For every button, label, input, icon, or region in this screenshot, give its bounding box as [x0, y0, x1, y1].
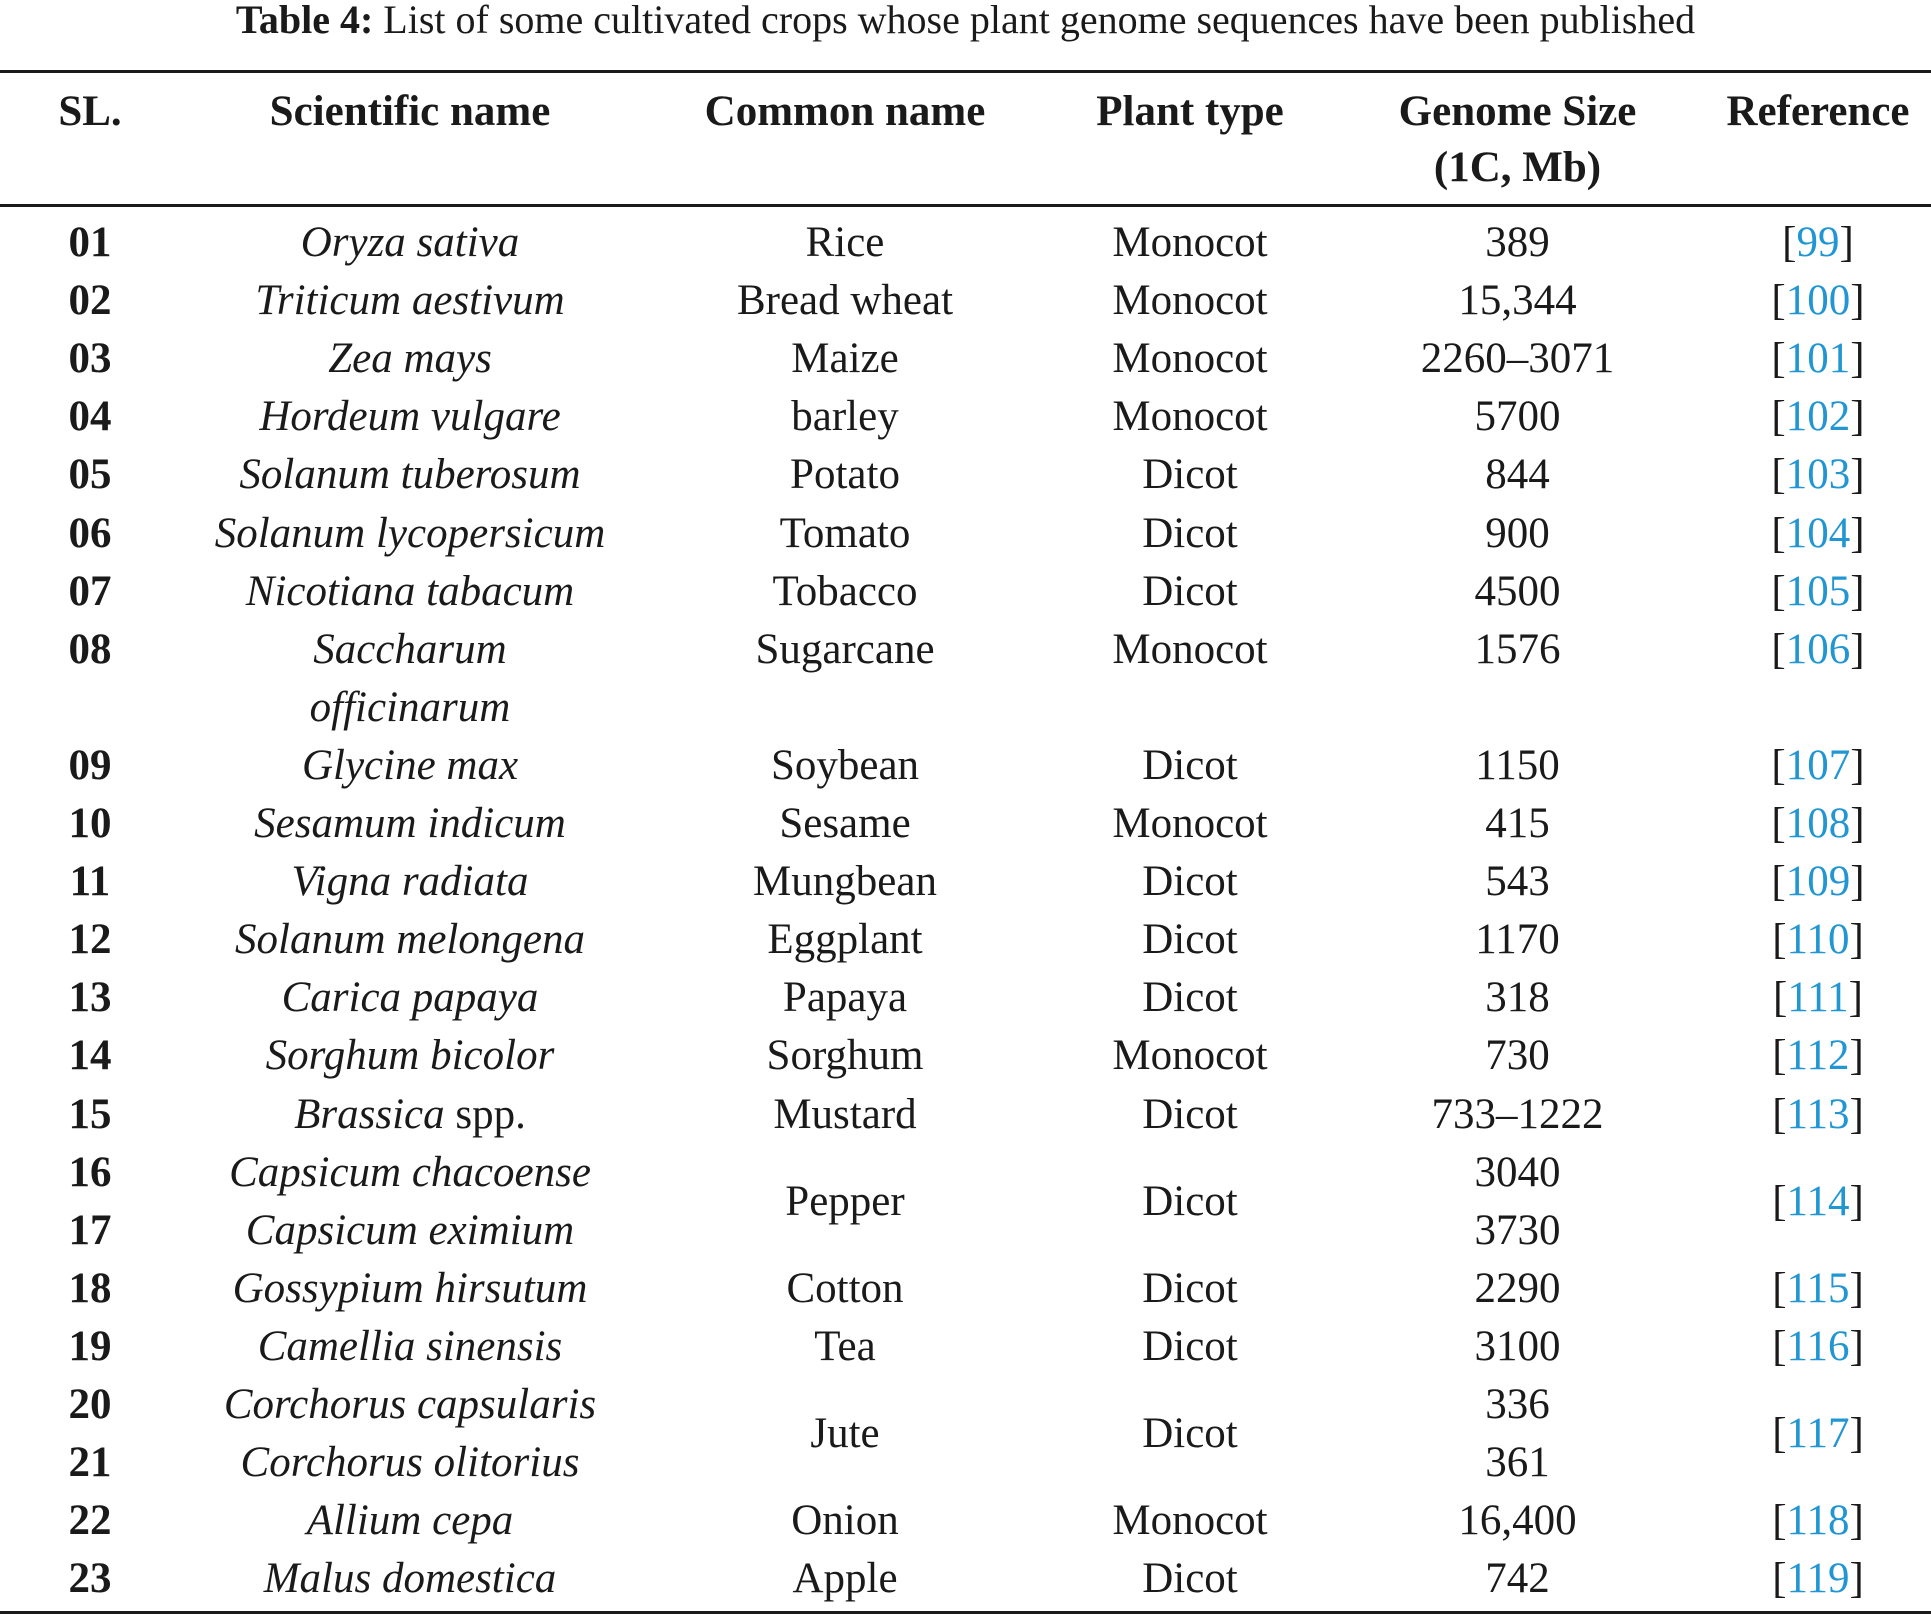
- reference-link[interactable]: 113: [1786, 1090, 1850, 1138]
- scientific-name-text: Zea mays: [328, 335, 492, 383]
- serial-number: 02: [68, 277, 112, 325]
- reference-link[interactable]: 115: [1786, 1264, 1850, 1312]
- serial-number: 14: [68, 1032, 112, 1080]
- common-name: barley: [791, 393, 899, 441]
- serial-number: 19: [68, 1322, 112, 1370]
- scientific-name-text: Solanum tuberosum: [239, 451, 581, 499]
- serial-number: 12: [68, 916, 112, 964]
- serial-number: 04: [68, 393, 112, 441]
- reference-link[interactable]: 109: [1785, 858, 1851, 906]
- genome-size: 1150: [1475, 741, 1560, 789]
- scientific-name: [180, 1260, 640, 1318]
- scientific-name-text: Allium cepa: [306, 1497, 514, 1545]
- plant-type: Dicot: [1142, 741, 1238, 789]
- reference-cell: [1705, 1318, 1931, 1376]
- reference-bracket-close: ]: [1849, 1032, 1864, 1080]
- reference-bracket-close: ]: [1849, 1410, 1864, 1457]
- reference-bracket-open: [: [1771, 858, 1786, 906]
- plant-type: Monocot: [1112, 219, 1268, 266]
- scientific-name-text: Malus domestica: [263, 1555, 557, 1603]
- reference-link[interactable]: 104: [1785, 509, 1851, 557]
- serial-number: 20: [68, 1381, 112, 1428]
- scientific-name: [180, 272, 640, 330]
- serial-number: 21: [68, 1439, 112, 1487]
- plant-type-merged: Dicot: [1142, 1177, 1238, 1225]
- common-name-merged: Jute: [810, 1410, 880, 1457]
- plant-type: Monocot: [1112, 1032, 1268, 1080]
- reference-bracket-open: [: [1772, 1555, 1787, 1603]
- serial-number: 15: [68, 1090, 112, 1138]
- genome-size: 2290: [1474, 1264, 1561, 1312]
- scientific-name: [180, 1144, 640, 1202]
- genome-size: 1170: [1475, 916, 1560, 964]
- header-reference: Reference: [1726, 88, 1910, 135]
- common-name: Tomato: [779, 509, 911, 557]
- reference-bracket-open: [: [1771, 509, 1786, 557]
- reference-link[interactable]: 111: [1787, 974, 1849, 1022]
- header-scientific-name: Scientific name: [269, 88, 551, 135]
- reference-bracket-close: ]: [1849, 1497, 1864, 1545]
- plant-type: Dicot: [1142, 567, 1238, 615]
- reference-bracket-close: ]: [1850, 335, 1865, 383]
- genome-size: 361: [1485, 1439, 1550, 1487]
- reference-link[interactable]: 110: [1786, 916, 1850, 964]
- reference-bracket-open: [: [1771, 335, 1786, 383]
- scientific-name-text: Capsicum eximium: [245, 1206, 575, 1254]
- serial-number: 11: [69, 858, 111, 906]
- genome-size: 3730: [1474, 1206, 1561, 1254]
- scientific-name: [180, 911, 640, 969]
- serial-number: 08: [68, 625, 112, 673]
- reference-bracket-open: [: [1771, 277, 1786, 325]
- scientific-name-text: Corchorus olitorius: [240, 1439, 580, 1487]
- plant-type: Dicot: [1142, 1264, 1238, 1312]
- common-name: Potato: [790, 451, 900, 499]
- reference-link[interactable]: 102: [1785, 393, 1851, 441]
- reference-bracket-close: ]: [1850, 800, 1865, 847]
- plant-type: Dicot: [1142, 858, 1238, 906]
- genome-size: 336: [1485, 1381, 1550, 1428]
- scientific-name-text: Saccharum: [313, 625, 507, 673]
- header-genome-line1: Genome Size: [1398, 88, 1637, 135]
- header-rule: [0, 204, 1931, 207]
- common-name: Onion: [791, 1497, 899, 1545]
- plant-type: Dicot: [1142, 1322, 1238, 1370]
- genome-size: 4500: [1474, 567, 1561, 615]
- plant-type: Dicot: [1142, 1555, 1238, 1603]
- plant-type: Monocot: [1112, 800, 1268, 847]
- common-name: Papaya: [782, 974, 908, 1022]
- reference-bracket-open: [: [1772, 1177, 1787, 1225]
- reference-cell: [1705, 1027, 1931, 1085]
- common-name: Bread wheat: [736, 277, 954, 325]
- scientific-name: [180, 969, 640, 1027]
- reference-link[interactable]: 117: [1786, 1410, 1850, 1457]
- common-name: Tobacco: [772, 567, 918, 615]
- reference-cell: [1705, 795, 1931, 853]
- scientific-name-text: Glycine max: [301, 741, 519, 789]
- scientific-name: [180, 446, 640, 504]
- genome-size: 3100: [1474, 1322, 1561, 1370]
- serial-number: 03: [68, 335, 112, 383]
- common-name: Sorghum: [766, 1032, 924, 1080]
- scientific-name: [180, 388, 640, 446]
- scientific-name-text: Brassica: [294, 1090, 445, 1138]
- genome-size: 3040: [1474, 1148, 1561, 1196]
- reference-bracket-close: ]: [1839, 219, 1854, 266]
- serial-number: 10: [68, 800, 112, 847]
- reference-bracket-close: ]: [1849, 1090, 1864, 1138]
- common-name: Sugarcane: [755, 625, 935, 673]
- scientific-name: [180, 1027, 640, 1085]
- scientific-name: [180, 1434, 640, 1492]
- scientific-name: [180, 1202, 640, 1260]
- genome-size: 415: [1485, 800, 1550, 847]
- reference-bracket-close: ]: [1850, 741, 1865, 789]
- serial-number: 06: [68, 509, 112, 557]
- reference-bracket-close: ]: [1850, 393, 1865, 441]
- scientific-name-text: Nicotiana tabacum: [245, 567, 575, 615]
- reference-bracket-close: ]: [1849, 1264, 1864, 1312]
- reference-cell: [1705, 446, 1931, 504]
- genome-size: 16,400: [1458, 1497, 1577, 1545]
- genome-size: 5700: [1474, 393, 1561, 441]
- reference-cell: [1705, 1492, 1931, 1550]
- caption-text: List of some cultivated crops whose plant genome sequences have been published: [383, 0, 1696, 42]
- serial-number: 16: [68, 1148, 112, 1196]
- reference-bracket-open: [: [1771, 567, 1786, 615]
- reference-bracket-close: ]: [1849, 916, 1864, 964]
- plant-type: Dicot: [1142, 1090, 1238, 1138]
- scientific-name-text: Corchorus capsularis: [223, 1381, 597, 1428]
- reference-cell: [1705, 853, 1931, 911]
- reference-bracket-open: [: [1772, 1497, 1787, 1545]
- plant-type: Monocot: [1112, 335, 1268, 383]
- reference-bracket-open: [: [1772, 916, 1787, 964]
- reference-cell: [1705, 563, 1931, 621]
- top-rule: [0, 70, 1931, 73]
- scientific-name: [180, 737, 640, 795]
- reference-bracket-open: [: [1772, 1322, 1787, 1370]
- reference-bracket-open: [: [1771, 800, 1786, 847]
- genome-size: 844: [1485, 451, 1550, 499]
- reference-bracket-open: [: [1782, 219, 1797, 266]
- scientific-name: [180, 214, 640, 272]
- reference-cell: [1705, 621, 1931, 679]
- header-genome-size: [1330, 84, 1705, 196]
- plant-type: Monocot: [1112, 277, 1268, 325]
- reference-link[interactable]: 116: [1786, 1322, 1850, 1370]
- reference-cell: [1705, 505, 1931, 563]
- genome-size: 742: [1485, 1555, 1550, 1603]
- genome-size: 900: [1485, 509, 1550, 557]
- genome-size: 318: [1485, 974, 1550, 1022]
- scientific-name-text: Solanum melongena: [235, 916, 585, 964]
- common-name: Rice: [805, 219, 885, 266]
- scientific-name-text: officinarum: [309, 683, 511, 731]
- scientific-name-text: Capsicum chacoense: [229, 1148, 591, 1196]
- reference-bracket-close: ]: [1850, 451, 1865, 499]
- reference-bracket-open: [: [1772, 1410, 1787, 1457]
- reference-link[interactable]: 108: [1785, 800, 1851, 847]
- scientific-name: [180, 795, 640, 853]
- plant-type-merged: Dicot: [1142, 1410, 1238, 1457]
- reference-link[interactable]: 99: [1796, 219, 1840, 266]
- common-name: Mungbean: [753, 858, 937, 906]
- scientific-name: [180, 330, 640, 388]
- serial-number: 18: [68, 1264, 112, 1312]
- serial-number: 17: [68, 1206, 112, 1254]
- serial-number: 05: [68, 451, 112, 499]
- reference-cell: [1705, 1550, 1931, 1608]
- genome-size: 2260–3071: [1420, 335, 1615, 383]
- common-name-merged: Pepper: [785, 1177, 905, 1225]
- scientific-name-text: Oryza sativa: [300, 219, 520, 266]
- reference-link[interactable]: 100: [1785, 277, 1851, 325]
- scientific-name: [180, 853, 640, 911]
- header-common-name: Common name: [704, 88, 986, 135]
- serial-number: 13: [68, 974, 112, 1022]
- scientific-name-text: Hordeum vulgare: [259, 393, 561, 441]
- scientific-name-text: Sesamum indicum: [254, 800, 566, 847]
- reference-cell: [1705, 272, 1931, 330]
- common-name: Apple: [792, 1555, 898, 1603]
- common-name: Tea: [814, 1322, 876, 1370]
- reference-bracket-close: ]: [1848, 974, 1863, 1022]
- scientific-name: [180, 1318, 640, 1376]
- common-name: Eggplant: [767, 916, 923, 964]
- common-name: Cotton: [786, 1264, 904, 1312]
- reference-cell: [1705, 1144, 1931, 1260]
- reference-bracket-open: [: [1771, 741, 1786, 789]
- plant-type: Monocot: [1112, 625, 1268, 673]
- reference-bracket-close: ]: [1850, 625, 1865, 673]
- reference-bracket-close: ]: [1850, 858, 1865, 906]
- reference-cell: [1705, 1086, 1931, 1144]
- common-name: Mustard: [773, 1090, 917, 1138]
- common-name: Sesame: [779, 800, 911, 847]
- reference-bracket-open: [: [1772, 1032, 1787, 1080]
- reference-bracket-open: [: [1772, 1264, 1787, 1312]
- reference-bracket-open: [: [1771, 451, 1786, 499]
- scientific-name: [180, 1550, 640, 1608]
- reference-bracket-close: ]: [1849, 1555, 1864, 1603]
- scientific-name-text: Gossypium hirsutum: [232, 1264, 588, 1312]
- common-name: Maize: [791, 335, 899, 383]
- genome-size: 15,344: [1458, 277, 1577, 325]
- scientific-name: [180, 563, 640, 621]
- plant-type: Monocot: [1112, 393, 1268, 441]
- reference-cell: [1705, 1376, 1931, 1492]
- serial-number: 23: [68, 1555, 112, 1603]
- reference-link[interactable]: 119: [1786, 1555, 1850, 1603]
- genome-size: 543: [1485, 858, 1550, 906]
- scientific-name-text: Carica papaya: [281, 974, 539, 1022]
- serial-number: 22: [68, 1497, 112, 1545]
- scientific-name: [180, 1492, 640, 1550]
- header-sl: SL.: [58, 88, 122, 135]
- plant-type: Dicot: [1142, 974, 1238, 1022]
- reference-link[interactable]: 118: [1786, 1497, 1850, 1545]
- scientific-name: [180, 1086, 640, 1144]
- scientific-name-text: Camellia sinensis: [257, 1322, 563, 1370]
- reference-cell: [1705, 214, 1931, 272]
- scientific-name-suffix: spp.: [444, 1090, 526, 1138]
- scientific-name-text: Triticum aestivum: [255, 277, 565, 325]
- scientific-name: [180, 505, 640, 563]
- reference-link[interactable]: 105: [1785, 567, 1851, 615]
- genome-size: 389: [1485, 219, 1550, 266]
- plant-type: Monocot: [1112, 1497, 1268, 1545]
- table-caption: [0, 0, 1931, 40]
- scientific-name-continued: [180, 679, 640, 737]
- reference-bracket-open: [: [1771, 625, 1786, 673]
- reference-bracket-close: ]: [1850, 277, 1865, 325]
- reference-cell: [1705, 911, 1931, 969]
- serial-number: 01: [68, 219, 112, 266]
- reference-cell: [1705, 330, 1931, 388]
- reference-bracket-open: [: [1773, 974, 1788, 1022]
- header-genome-line2: (1C, Mb): [1433, 144, 1602, 191]
- serial-number: 07: [68, 567, 112, 615]
- common-name: Soybean: [770, 741, 920, 789]
- reference-link[interactable]: 101: [1785, 335, 1851, 383]
- scientific-name-text: Vigna radiata: [291, 858, 529, 906]
- reference-cell: [1705, 737, 1931, 795]
- genome-size: 1576: [1474, 625, 1561, 673]
- reference-link[interactable]: 106: [1785, 625, 1851, 673]
- scientific-name: [180, 621, 640, 679]
- reference-cell: [1705, 969, 1931, 1027]
- serial-number: 09: [68, 741, 112, 789]
- plant-type: Dicot: [1142, 509, 1238, 557]
- plant-type: Dicot: [1142, 916, 1238, 964]
- reference-bracket-close: ]: [1850, 509, 1865, 557]
- reference-bracket-open: [: [1771, 393, 1786, 441]
- reference-link[interactable]: 103: [1785, 451, 1851, 499]
- reference-cell: [1705, 388, 1931, 446]
- reference-link[interactable]: 107: [1785, 741, 1851, 789]
- scientific-name-text: Sorghum bicolor: [265, 1032, 555, 1080]
- reference-link[interactable]: 112: [1786, 1032, 1850, 1080]
- reference-bracket-close: ]: [1849, 1177, 1864, 1225]
- scientific-name-text: Solanum lycopersicum: [214, 509, 606, 557]
- reference-cell: [1705, 1260, 1931, 1318]
- genome-size: 730: [1485, 1032, 1550, 1080]
- reference-bracket-open: [: [1772, 1090, 1787, 1138]
- caption-label: Table 4:: [235, 0, 374, 42]
- scientific-name: [180, 1376, 640, 1434]
- plant-type: Dicot: [1142, 451, 1238, 499]
- header-plant-type: Plant type: [1096, 88, 1284, 135]
- reference-bracket-close: ]: [1850, 567, 1865, 615]
- genome-size: 733–1222: [1431, 1090, 1604, 1138]
- reference-bracket-close: ]: [1849, 1322, 1864, 1370]
- reference-link[interactable]: 114: [1786, 1177, 1850, 1225]
- bottom-rule: [0, 1611, 1931, 1614]
